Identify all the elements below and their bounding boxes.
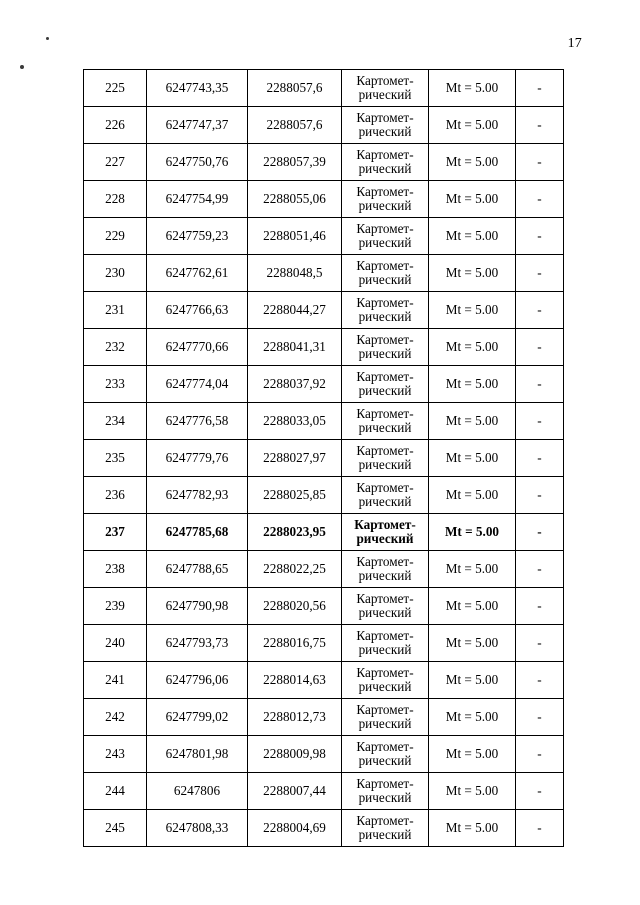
cell-coordinate-x: 6247799,02 bbox=[147, 699, 248, 736]
cell-mt: Mt = 5.00 bbox=[429, 810, 516, 847]
table-row bbox=[84, 551, 564, 588]
cell-coordinate-y: 2288051,46 bbox=[248, 218, 342, 255]
scan-speck-icon bbox=[20, 65, 24, 69]
cell-method bbox=[342, 144, 429, 181]
method-line-2: рический bbox=[358, 679, 412, 694]
cell-coordinate-x: 6247790,98 bbox=[147, 588, 248, 625]
cell-coordinate-x: 6247796,06 bbox=[147, 662, 248, 699]
cell-coordinate-y: 2288020,56 bbox=[248, 588, 342, 625]
table-row bbox=[84, 181, 564, 218]
cell-method bbox=[342, 292, 429, 329]
method-line-2: рический bbox=[358, 198, 412, 213]
method-line-2: рический bbox=[358, 642, 412, 657]
cell-mt: Mt = 5.00 bbox=[429, 773, 516, 810]
cell-coordinate-y: 2288037,92 bbox=[248, 366, 342, 403]
cell-note: - bbox=[516, 292, 564, 329]
cell-method bbox=[342, 588, 429, 625]
method-line-1: Картомет- bbox=[356, 110, 414, 126]
cell-coordinate-y: 2288016,75 bbox=[248, 625, 342, 662]
cell-point-number: 235 bbox=[84, 440, 147, 477]
cell-coordinate-y: 2288025,85 bbox=[248, 477, 342, 514]
method-line-1: Картомет- bbox=[356, 332, 414, 348]
cell-method bbox=[342, 70, 429, 107]
method-line-2: рический bbox=[358, 161, 412, 176]
cell-coordinate-x: 6247747,37 bbox=[147, 107, 248, 144]
cell-note: - bbox=[516, 70, 564, 107]
coordinates-table-container bbox=[83, 69, 557, 847]
table-row bbox=[84, 70, 564, 107]
cell-coordinate-x: 6247770,66 bbox=[147, 329, 248, 366]
cell-mt: Mt = 5.00 bbox=[429, 403, 516, 440]
cell-method bbox=[342, 329, 429, 366]
method-line-1: Картомет- bbox=[356, 73, 414, 89]
cell-coordinate-y: 2288057,6 bbox=[248, 70, 342, 107]
cell-point-number: 226 bbox=[84, 107, 147, 144]
cell-point-number: 229 bbox=[84, 218, 147, 255]
method-line-2: рический bbox=[358, 605, 412, 620]
method-line-2: рический bbox=[358, 383, 412, 398]
method-line-2: рический bbox=[358, 827, 412, 842]
cell-point-number: 233 bbox=[84, 366, 147, 403]
cell-note: - bbox=[516, 810, 564, 847]
table-row bbox=[84, 736, 564, 773]
cell-point-number: 232 bbox=[84, 329, 147, 366]
method-line-1: Картомет- bbox=[354, 517, 416, 533]
cell-coordinate-y: 2288041,31 bbox=[248, 329, 342, 366]
cell-coordinate-y: 2288023,95 bbox=[248, 514, 342, 551]
cell-method bbox=[342, 736, 429, 773]
cell-coordinate-y: 2288009,98 bbox=[248, 736, 342, 773]
method-line-1: Картомет- bbox=[356, 184, 414, 200]
cell-coordinate-x: 6247782,93 bbox=[147, 477, 248, 514]
cell-note: - bbox=[516, 403, 564, 440]
cell-note: - bbox=[516, 588, 564, 625]
cell-point-number: 225 bbox=[84, 70, 147, 107]
table-row bbox=[84, 662, 564, 699]
cell-method bbox=[342, 255, 429, 292]
cell-method bbox=[342, 773, 429, 810]
method-line-2: рический bbox=[358, 494, 412, 509]
cell-point-number: 241 bbox=[84, 662, 147, 699]
cell-note: - bbox=[516, 514, 564, 551]
table-row bbox=[84, 403, 564, 440]
cell-method bbox=[342, 403, 429, 440]
method-line-1: Картомет- bbox=[356, 480, 414, 496]
cell-coordinate-y: 2288004,69 bbox=[248, 810, 342, 847]
table-row bbox=[84, 477, 564, 514]
table-row bbox=[84, 255, 564, 292]
cell-note: - bbox=[516, 218, 564, 255]
method-line-1: Картомет- bbox=[356, 554, 414, 570]
table-row bbox=[84, 625, 564, 662]
cell-note: - bbox=[516, 440, 564, 477]
cell-note: - bbox=[516, 255, 564, 292]
method-line-2: рический bbox=[358, 420, 412, 435]
table-row bbox=[84, 699, 564, 736]
cell-mt: Mt = 5.00 bbox=[429, 329, 516, 366]
cell-coordinate-x: 6247788,65 bbox=[147, 551, 248, 588]
cell-point-number: 240 bbox=[84, 625, 147, 662]
cell-coordinate-y: 2288055,06 bbox=[248, 181, 342, 218]
cell-method bbox=[342, 218, 429, 255]
cell-mt: Mt = 5.00 bbox=[429, 218, 516, 255]
method-line-1: Картомет- bbox=[356, 776, 414, 792]
method-line-1: Картомет- bbox=[356, 739, 414, 755]
cell-coordinate-x: 6247808,33 bbox=[147, 810, 248, 847]
method-line-1: Картомет- bbox=[356, 147, 414, 163]
method-line-1: Картомет- bbox=[356, 665, 414, 681]
cell-mt: Mt = 5.00 bbox=[429, 144, 516, 181]
cell-coordinate-y: 2288057,39 bbox=[248, 144, 342, 181]
cell-note: - bbox=[516, 107, 564, 144]
cell-method bbox=[342, 440, 429, 477]
cell-point-number: 244 bbox=[84, 773, 147, 810]
cell-method bbox=[342, 107, 429, 144]
cell-point-number: 228 bbox=[84, 181, 147, 218]
cell-point-number: 234 bbox=[84, 403, 147, 440]
cell-note: - bbox=[516, 144, 564, 181]
cell-note: - bbox=[516, 329, 564, 366]
cell-mt: Mt = 5.00 bbox=[429, 440, 516, 477]
scan-speck-icon bbox=[46, 37, 49, 40]
cell-coordinate-y: 2288014,63 bbox=[248, 662, 342, 699]
cell-method bbox=[342, 625, 429, 662]
cell-coordinate-y: 2288033,05 bbox=[248, 403, 342, 440]
cell-point-number: 227 bbox=[84, 144, 147, 181]
cell-coordinate-x: 6247779,76 bbox=[147, 440, 248, 477]
cell-coordinate-y: 2288057,6 bbox=[248, 107, 342, 144]
cell-point-number: 239 bbox=[84, 588, 147, 625]
cell-mt: Mt = 5.00 bbox=[429, 662, 516, 699]
table-row bbox=[84, 810, 564, 847]
cell-coordinate-x: 6247750,76 bbox=[147, 144, 248, 181]
cell-note: - bbox=[516, 366, 564, 403]
cell-method bbox=[342, 662, 429, 699]
cell-method bbox=[342, 551, 429, 588]
cell-note: - bbox=[516, 736, 564, 773]
cell-coordinate-x: 6247762,61 bbox=[147, 255, 248, 292]
cell-coordinate-y: 2288022,25 bbox=[248, 551, 342, 588]
table-row bbox=[84, 292, 564, 329]
cell-note: - bbox=[516, 181, 564, 218]
cell-mt: Mt = 5.00 bbox=[429, 551, 516, 588]
cell-method bbox=[342, 514, 429, 551]
cell-point-number: 238 bbox=[84, 551, 147, 588]
method-line-1: Картомет- bbox=[356, 221, 414, 237]
cell-note: - bbox=[516, 662, 564, 699]
cell-coordinate-y: 2288027,97 bbox=[248, 440, 342, 477]
method-line-2: рический bbox=[358, 309, 412, 324]
table-row bbox=[84, 440, 564, 477]
table-row bbox=[84, 366, 564, 403]
cell-method bbox=[342, 810, 429, 847]
cell-coordinate-x: 6247801,98 bbox=[147, 736, 248, 773]
cell-point-number: 237 bbox=[84, 514, 147, 551]
cell-point-number: 230 bbox=[84, 255, 147, 292]
cell-mt: Mt = 5.00 bbox=[429, 588, 516, 625]
method-line-2: рический bbox=[358, 87, 412, 102]
table-row bbox=[84, 514, 564, 551]
table-row bbox=[84, 144, 564, 181]
coordinates-table bbox=[83, 69, 564, 847]
cell-note: - bbox=[516, 699, 564, 736]
cell-point-number: 236 bbox=[84, 477, 147, 514]
method-line-2: рический bbox=[358, 346, 412, 361]
cell-mt: Mt = 5.00 bbox=[429, 107, 516, 144]
method-line-1: Картомет- bbox=[356, 702, 414, 718]
cell-coordinate-y: 2288007,44 bbox=[248, 773, 342, 810]
method-line-2: рический bbox=[358, 716, 412, 731]
method-line-2: рический bbox=[358, 124, 412, 139]
cell-coordinate-y: 2288048,5 bbox=[248, 255, 342, 292]
cell-point-number: 245 bbox=[84, 810, 147, 847]
cell-coordinate-x: 6247759,23 bbox=[147, 218, 248, 255]
cell-method bbox=[342, 477, 429, 514]
cell-mt: Mt = 5.00 bbox=[429, 292, 516, 329]
cell-method bbox=[342, 699, 429, 736]
method-line-1: Картомет- bbox=[356, 591, 414, 607]
cell-note: - bbox=[516, 773, 564, 810]
cell-coordinate-y: 2288012,73 bbox=[248, 699, 342, 736]
cell-coordinate-x: 6247754,99 bbox=[147, 181, 248, 218]
cell-mt: Mt = 5.00 bbox=[429, 366, 516, 403]
table-row bbox=[84, 329, 564, 366]
cell-method bbox=[342, 366, 429, 403]
method-line-2: рический bbox=[358, 790, 412, 805]
cell-coordinate-x: 6247785,68 bbox=[147, 514, 248, 551]
cell-coordinate-x: 6247743,35 bbox=[147, 70, 248, 107]
cell-method bbox=[342, 181, 429, 218]
cell-mt: Mt = 5.00 bbox=[429, 70, 516, 107]
cell-point-number: 231 bbox=[84, 292, 147, 329]
method-line-1: Картомет- bbox=[356, 628, 414, 644]
cell-mt: Mt = 5.00 bbox=[429, 181, 516, 218]
method-line-2: рический bbox=[358, 457, 412, 472]
cell-coordinate-x: 6247793,73 bbox=[147, 625, 248, 662]
cell-point-number: 243 bbox=[84, 736, 147, 773]
cell-coordinate-x: 6247774,04 bbox=[147, 366, 248, 403]
cell-coordinate-x: 6247766,63 bbox=[147, 292, 248, 329]
cell-mt: Mt = 5.00 bbox=[429, 477, 516, 514]
table-row bbox=[84, 773, 564, 810]
cell-note: - bbox=[516, 625, 564, 662]
table-row bbox=[84, 218, 564, 255]
coordinates-table-body bbox=[84, 70, 564, 847]
cell-mt: Mt = 5.00 bbox=[429, 255, 516, 292]
method-line-2: рический bbox=[358, 272, 412, 287]
cell-mt: Mt = 5.00 bbox=[429, 514, 516, 551]
method-line-1: Картомет- bbox=[356, 295, 414, 311]
method-line-2: рический bbox=[358, 568, 412, 583]
method-line-1: Картомет- bbox=[356, 443, 414, 459]
method-line-2: рический bbox=[358, 235, 412, 250]
cell-mt: Mt = 5.00 bbox=[429, 699, 516, 736]
cell-mt: Mt = 5.00 bbox=[429, 625, 516, 662]
table-row bbox=[84, 107, 564, 144]
method-line-2: рический bbox=[358, 753, 412, 768]
cell-note: - bbox=[516, 477, 564, 514]
cell-note: - bbox=[516, 551, 564, 588]
cell-coordinate-y: 2288044,27 bbox=[248, 292, 342, 329]
cell-coordinate-x: 6247806 bbox=[147, 773, 248, 810]
page-number: 17 bbox=[567, 36, 582, 51]
method-line-1: Картомет- bbox=[356, 406, 414, 422]
table-row bbox=[84, 588, 564, 625]
cell-point-number: 242 bbox=[84, 699, 147, 736]
method-line-1: Картомет- bbox=[356, 258, 414, 274]
cell-mt: Mt = 5.00 bbox=[429, 736, 516, 773]
method-line-2: рический bbox=[356, 531, 414, 546]
method-line-1: Картомет- bbox=[356, 813, 414, 829]
cell-coordinate-x: 6247776,58 bbox=[147, 403, 248, 440]
method-line-1: Картомет- bbox=[356, 369, 414, 385]
